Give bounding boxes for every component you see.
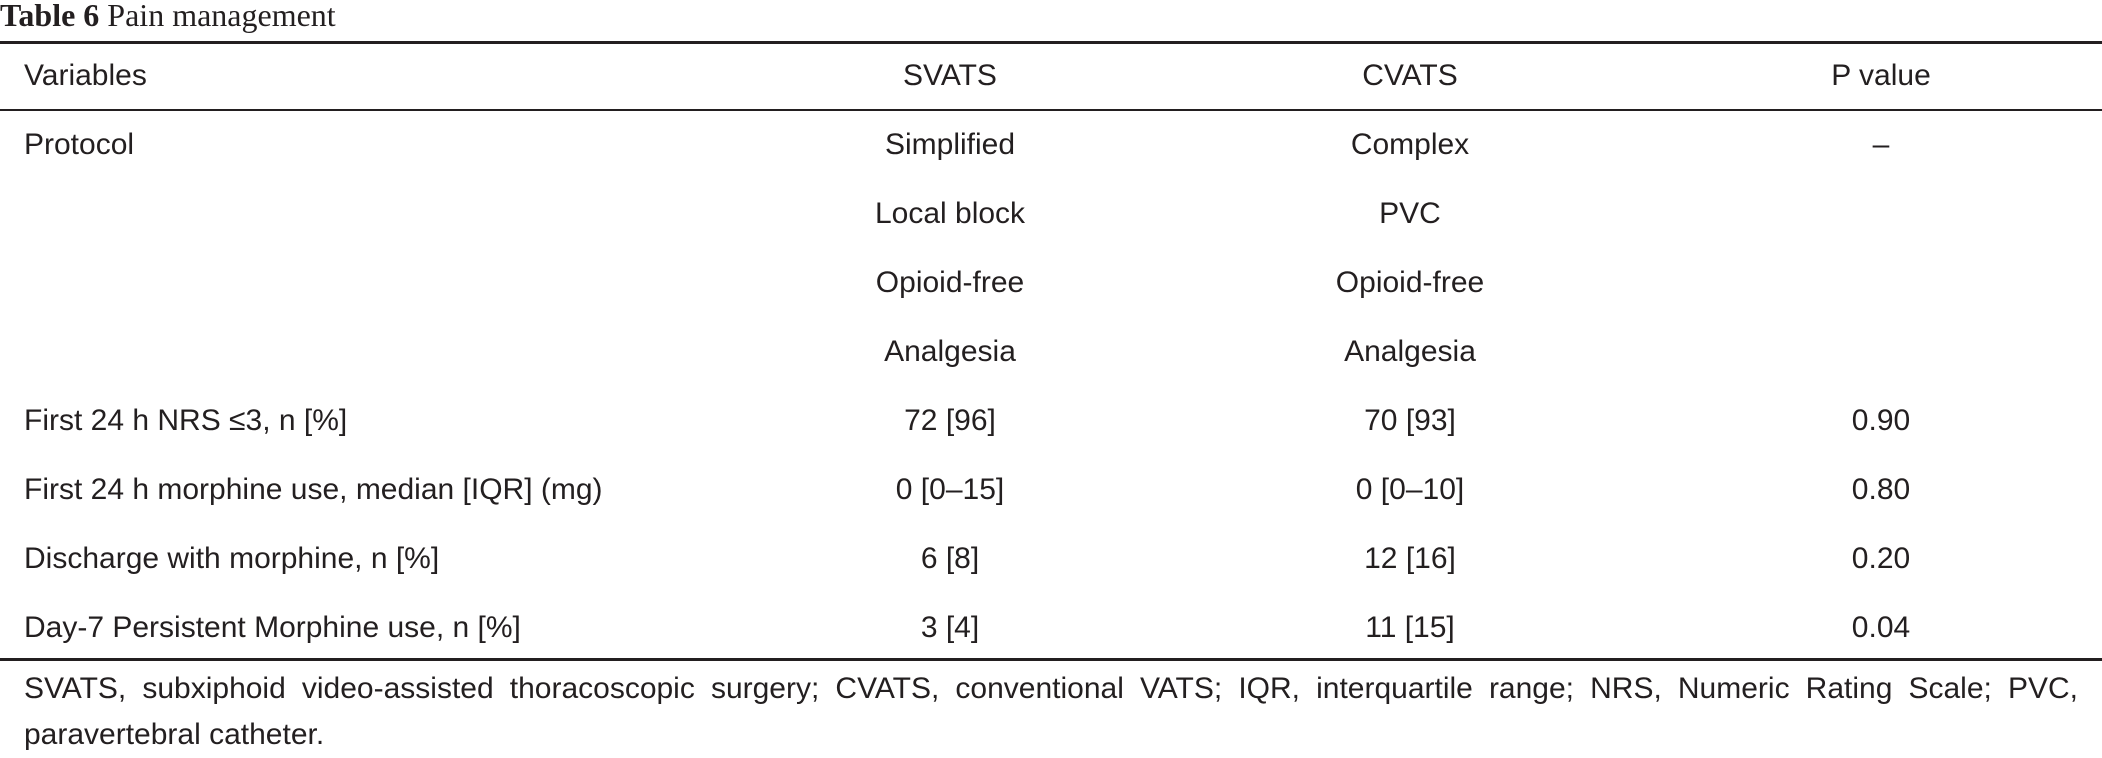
variable-cell: First 24 h morphine use, median [IQR] (mg)	[24, 473, 603, 506]
table-row	[0, 110, 2102, 179]
p-value-cell: 0.80	[1851, 473, 1911, 506]
p-value-cell: 0.90	[1851, 404, 1911, 437]
table-row	[0, 455, 2102, 524]
table-footnote: SVATS, subxiphoid video-assisted thoracoscopic surgery; CVATS, conventional VATS; IQR, interquartile range; NRS, Numeric Rating Scale; PVC, paravertebral catheter.	[24, 672, 2078, 751]
variable-cell: First 24 h NRS ≤3, n [%]	[24, 404, 348, 437]
variable-cell: Discharge with morphine, n [%]	[24, 542, 440, 575]
table-header-row	[0, 41, 2102, 110]
cvats-cell: 12 [16]	[1364, 542, 1456, 575]
p-value-cell: –	[1872, 128, 1890, 161]
svats-cell: 3 [4]	[920, 611, 980, 644]
table-number: Table 6	[0, 0, 100, 33]
svats-cell: Analgesia	[884, 335, 1016, 368]
table-caption	[0, 0, 336, 33]
svats-cell: Simplified	[884, 128, 1016, 161]
cvats-cell: 0 [0–10]	[1355, 473, 1465, 506]
column-header-p-value: P value	[1831, 59, 1931, 92]
variable-cell: Protocol	[24, 128, 135, 161]
svats-cell: Opioid-free	[875, 266, 1025, 299]
table-title: Pain management	[107, 0, 336, 33]
table-row	[0, 524, 2102, 593]
p-value-cell: 0.20	[1851, 542, 1911, 575]
column-header-cvats: CVATS	[1362, 59, 1458, 92]
svats-cell: 72 [96]	[904, 404, 996, 437]
variable-cell: Day-7 Persistent Morphine use, n [%]	[24, 611, 521, 644]
cvats-cell: Complex	[1350, 128, 1470, 161]
svats-cell: Local block	[874, 197, 1026, 230]
column-header-svats: SVATS	[903, 59, 997, 92]
p-value-cell: 0.04	[1851, 611, 1911, 644]
cvats-cell: 11 [15]	[1365, 611, 1455, 644]
table-row	[0, 179, 2102, 248]
p-value-cell	[1731, 248, 2031, 317]
cvats-cell: Opioid-free	[1335, 266, 1485, 299]
table-row	[0, 317, 2102, 386]
bottom-rule	[0, 658, 2102, 661]
table-row	[0, 248, 2102, 317]
cvats-cell: Analgesia	[1344, 335, 1476, 368]
p-value-cell	[1731, 179, 2031, 248]
cvats-cell: 70 [93]	[1364, 404, 1456, 437]
svats-cell: 0 [0–15]	[895, 473, 1005, 506]
column-header-variables: Variables	[24, 59, 147, 92]
table-row	[0, 386, 2102, 455]
cvats-cell: PVC	[1379, 197, 1441, 230]
p-value-cell	[1731, 317, 2031, 386]
table-row	[0, 593, 2102, 662]
svats-cell: 6 [8]	[920, 542, 980, 575]
